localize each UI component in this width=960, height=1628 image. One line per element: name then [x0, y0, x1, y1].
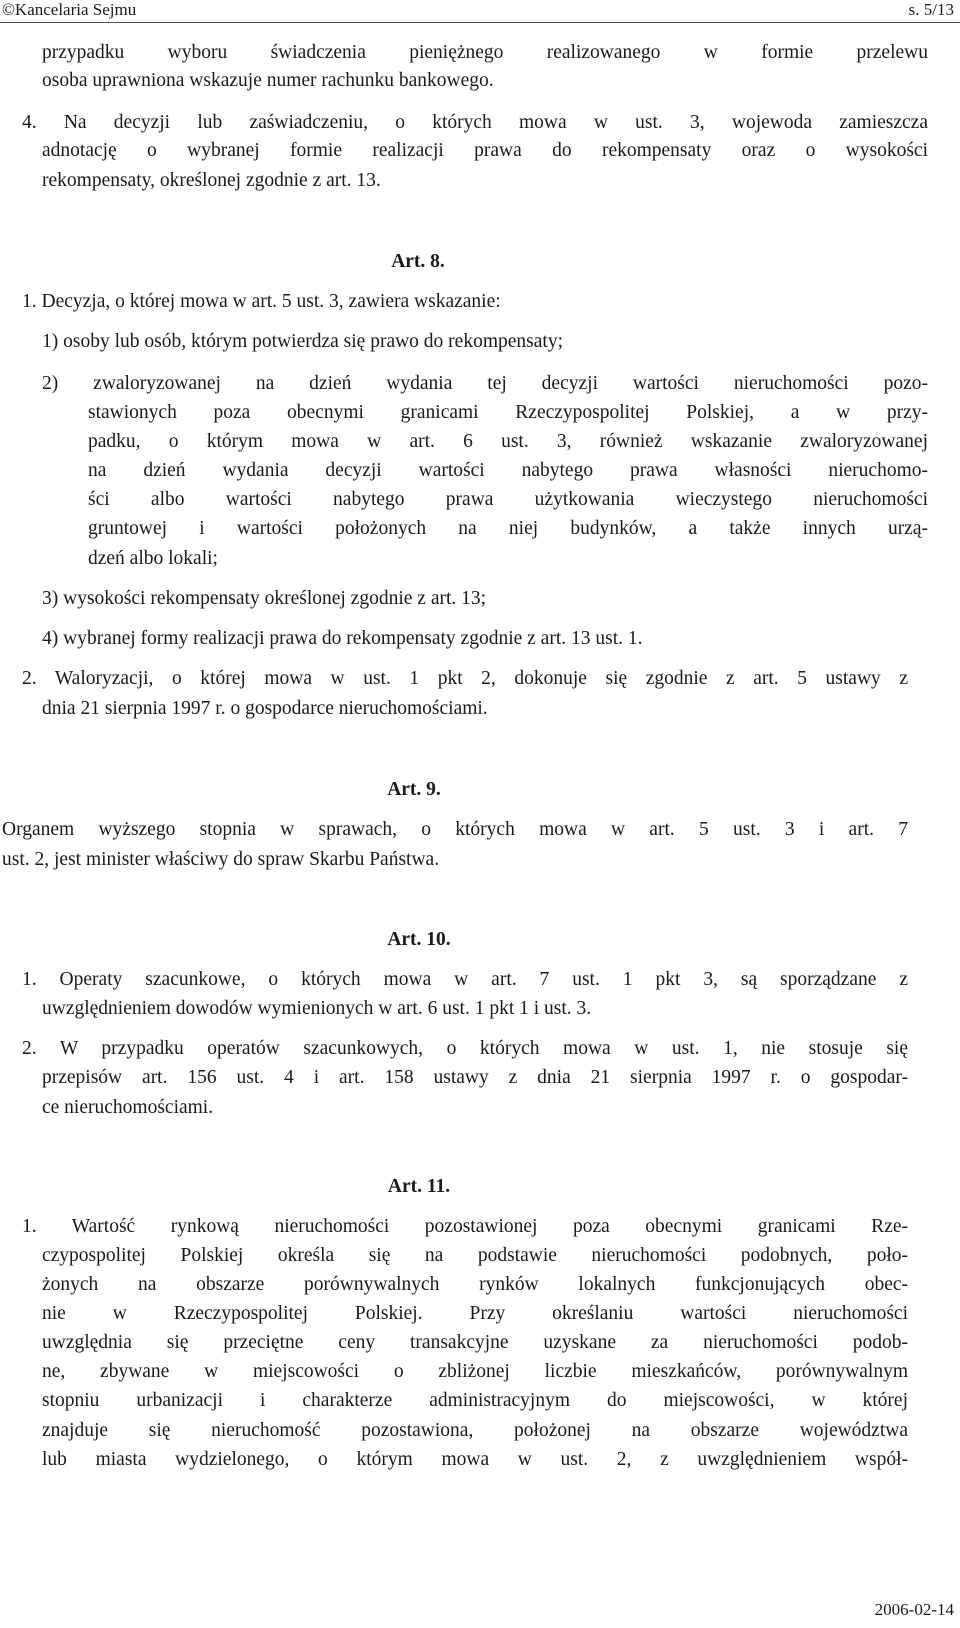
text-line: ne, zbywane w miejscowości o zbliżonej liczbie mieszkańców, porównywalnym: [42, 1361, 908, 1382]
text-line: żonych na obszarze porównywalnych rynków lokalnych funkcjonujących obec-: [42, 1274, 908, 1295]
text-line: uwzględnieniem dowodów wymienionych w art. 6 ust. 1 pkt 1 i ust. 3.: [42, 998, 592, 1019]
text-line: 1) osoby lub osób, którym potwierdza się prawo do rekompensaty;: [42, 331, 563, 352]
article-heading: Art. 9.: [387, 779, 441, 800]
article-heading: Art. 8.: [391, 251, 445, 272]
text-line: dzeń albo lokali;: [88, 548, 218, 569]
page-header: [0, 0, 960, 23]
page-number: s. 5/13: [908, 0, 954, 19]
text-line: 4. Na decyzji lub zaświadczeniu, o których mowa w ust. 3, wojewoda zamieszcza: [22, 112, 928, 133]
article-heading: Art. 11.: [387, 1176, 451, 1197]
text-line: padku, o którym mowa w art. 6 ust. 3, również wskazanie zwaloryzowanej: [88, 431, 928, 452]
copyright-label: ©Kancelaria Sejmu: [2, 0, 137, 19]
text-line: przypadku wyboru świadczenia pieniężnego realizowanego w formie przelewu: [42, 42, 928, 63]
text-line: rekompensaty, określonej zgodnie z art. 13.: [42, 170, 381, 191]
text-line: znajduje się nieruchomość pozostawiona, położonej na obszarze województwa: [42, 1420, 908, 1441]
text-line: ust. 2, jest minister właściwy do spraw Skarbu Państwa.: [2, 849, 440, 870]
text-line: przepisów art. 156 ust. 4 i art. 158 ustawy z dnia 21 sierpnia 1997 r. o gospodar-: [42, 1067, 908, 1088]
text-line: 1. Decyzja, o której mowa w art. 5 ust. 3, zawiera wskazanie:: [22, 291, 501, 312]
text-line: uwzględnia się przeciętne ceny transakcyjne uzyskane za nieruchomości podob-: [42, 1332, 908, 1353]
text-line: lub miasta wydzielonego, o którym mowa w ust. 2, z uwzględnieniem współ-: [42, 1449, 908, 1470]
text-line: 1. Operaty szacunkowe, o których mowa w art. 7 ust. 1 pkt 3, są sporządzane z: [22, 969, 908, 990]
text-line: 1. Wartość rynkową nieruchomości pozostawionej poza obecnymi granicami Rze-: [22, 1216, 908, 1237]
text-line: 4) wybranej formy realizacji prawa do rekompensaty zgodnie z art. 13 ust. 1.: [42, 628, 643, 649]
text-line: 2) zwaloryzowanej na dzień wydania tej decyzji wartości nieruchomości pozo-: [42, 373, 928, 394]
text-line: nie w Rzeczypospolitej Polskiej. Przy określaniu wartości nieruchomości: [42, 1303, 908, 1324]
text-line: dnia 21 sierpnia 1997 r. o gospodarce nieruchomościami.: [42, 698, 488, 719]
text-line: stawionych poza obecnymi granicami Rzeczypospolitej Polskiej, a w przy-: [88, 402, 928, 423]
text-line: Organem wyższego stopnia w sprawach, o których mowa w art. 5 ust. 3 i art. 7: [2, 819, 908, 840]
text-line: osoba uprawniona wskazuje numer rachunku bankowego.: [42, 70, 494, 91]
text-line: ści albo wartości nabytego prawa użytkowania wieczystego nieruchomości: [88, 489, 928, 510]
text-line: gruntowej i wartości położonych na niej budynków, a także innych urzą-: [88, 518, 928, 539]
text-line: czypospolitej Polskiej określa się na podstawie nieruchomości podobnych, poło-: [42, 1245, 908, 1266]
footer-date: 2006-02-14: [874, 1600, 954, 1619]
text-line: na dzień wydania decyzji wartości nabytego prawa własności nieruchomo-: [88, 460, 928, 481]
text-line: 3) wysokości rekompensaty określonej zgodnie z art. 13;: [42, 588, 487, 609]
text-line: ce nieruchomościami.: [42, 1097, 214, 1118]
text-line: 2. W przypadku operatów szacunkowych, o których mowa w ust. 1, nie stosuje się: [22, 1038, 908, 1059]
text-line: adnotację o wybranej formie realizacji prawa do rekompensaty oraz o wysokości: [42, 140, 928, 161]
text-line: 2. Waloryzacji, o której mowa w ust. 1 pkt 2, dokonuje się zgodnie z art. 5 ustawy z: [22, 668, 908, 689]
article-heading: Art. 10.: [387, 929, 451, 950]
text-line: stopniu urbanizacji i charakterze administracyjnym do miejscowości, w której: [42, 1390, 908, 1411]
